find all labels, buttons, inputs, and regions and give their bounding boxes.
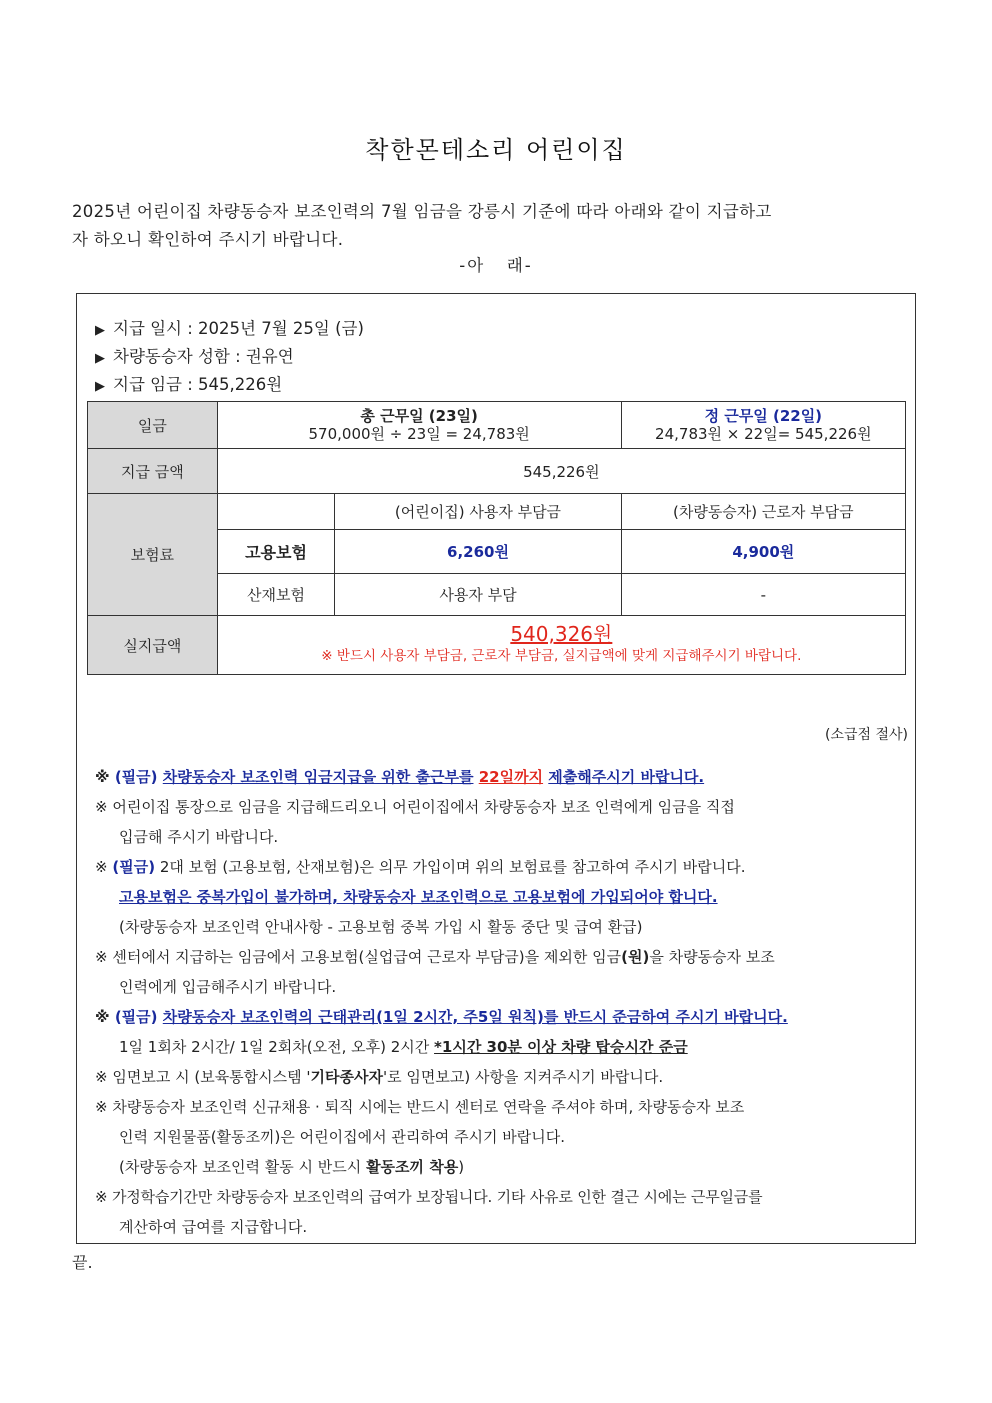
note-6: ※ 임면보고 시 (보육통합시스템 '기타종사자'로 임면보고) 사항을 지켜주시기 바랍니다.	[95, 1068, 664, 1086]
notes-list	[95, 762, 910, 1242]
regular-days-calc: 24,783원 × 22일= 545,226원	[655, 425, 872, 443]
net-label: 실지급액	[88, 616, 218, 675]
intro-paragraph	[72, 198, 912, 254]
summary-pay-date: ▶ 지급 일시 : 2025년 7월 25일 (금)	[95, 319, 364, 338]
note-1: ※ (필금) 차량동승자 보조인력 임금지급을 위한 출근부를 22일까지 제출해주시기 바랍니다.	[95, 768, 705, 786]
employment-ins-employee: 4,900원	[621, 530, 905, 574]
total-days-cell	[217, 402, 621, 449]
net-value: 540,326원	[510, 622, 613, 646]
net-note: ※ 반드시 사용자 부담금, 근로자 부담금, 실지급액에 맞게 지급해주시기 바랍니다.	[321, 648, 802, 664]
regular-days-title: 정 근무일 (22일)	[704, 407, 823, 425]
intro-heading: -아 래-	[459, 256, 533, 275]
note-4: ※ 센터에서 지급하는 임금에서 고용보험(실업급여 근로자 부담금)을 제외한 임금(원)을 차량동승자 보조	[95, 948, 775, 966]
summary-wage: ▶ 지급 임금 : 545,226원	[95, 375, 283, 394]
pay-amount-label: 지급 금액	[88, 449, 218, 494]
table-row	[88, 449, 906, 494]
note-2-cont: 입금해 주시기 바랍니다.	[119, 828, 279, 846]
employer-share-head: (어린이집) 사용자 부담금	[335, 494, 621, 530]
table-row	[88, 494, 906, 530]
industrial-ins-employer: 사용자 부담	[335, 574, 621, 616]
table-row	[88, 616, 906, 675]
intro-line-1: 2025년 어린이집 차량동승자 보조인력의 7월 임금을 강릉시 기준에 따라 아래와 같이 지급하고	[72, 202, 772, 221]
note-3-cont: (차량동승자 보조인력 안내사항 - 고용보험 중복 가입 시 활동 중단 및 급여 환급)	[119, 918, 643, 936]
industrial-ins-label: 산재보험	[217, 574, 335, 616]
insurance-label: 보험료	[88, 494, 218, 616]
note-7-vest: (차량동승자 보조인력 활동 시 반드시 활동조끼 착용)	[119, 1158, 465, 1176]
pay-amount-value: 545,226원	[217, 449, 905, 494]
note-5-cont: 1일 1회차 2시간/ 1일 2회차(오전, 오후) 2시간 *1시간 30분 이상 차량 탑승시간 준금	[119, 1038, 688, 1056]
note-7-cont: 인력 지원물품(활동조끼)은 어린이집에서 관리하여 주시기 바랍니다.	[119, 1128, 566, 1146]
net-cell	[217, 616, 905, 675]
table-row	[88, 402, 906, 449]
note-3-emphasis: 고용보험은 중복가입이 불가하며, 차량동승자 보조인력으로 고용보험에 가입되어야 합니다.	[119, 888, 718, 906]
arrow-icon: ▶	[95, 379, 105, 394]
rounding-note: (소급점 절사)	[825, 727, 908, 743]
summary-list	[95, 316, 364, 400]
note-5: ※ (필금) 차량동승자 보조인력의 근태관리(1일 2시간, 주5일 원칙)를 반드시 준금하여 주시기 바랍니다.	[95, 1008, 788, 1026]
summary-name: ▶ 차량동승자 성함 : 권유연	[95, 347, 294, 366]
pay-table	[87, 401, 906, 675]
arrow-icon: ▶	[95, 323, 105, 338]
employment-ins-employer: 6,260원	[335, 530, 621, 574]
note-3: ※ (필금) 2대 보험 (고용보험, 산재보험)은 의무 가입이며 위의 보험료를 참고하여 주시기 바랍니다.	[95, 858, 746, 876]
total-days-calc: 570,000원 ÷ 23일 = 24,783원	[308, 425, 530, 443]
note-2: ※ 어린이집 통장으로 임금을 지급해드리오니 어린이집에서 차량동승자 보조 인력에게 임금을 직접	[95, 798, 735, 816]
employment-ins-label: 고용보험	[217, 530, 335, 574]
end-mark: 끝.	[72, 1253, 93, 1272]
daily-label: 일금	[88, 402, 218, 449]
arrow-icon: ▶	[95, 351, 105, 366]
empty-cell	[217, 494, 335, 530]
employee-share-head: (차량동승자) 근로자 부담금	[621, 494, 905, 530]
note-8-cont: 계산하여 급여를 지급합니다.	[119, 1218, 308, 1236]
page-title: 착한몬테소리 어린이집	[365, 136, 627, 164]
note-8: ※ 가정학습기간만 차량동승자 보조인력의 급여가 보장됩니다. 기타 사유로 인한 결근 시에는 근무일금를	[95, 1188, 763, 1206]
total-days-title: 총 근무일 (23일)	[360, 407, 478, 425]
regular-days-cell	[621, 402, 905, 449]
note-7: ※ 차량동승자 보조인력 신규채용 · 퇴직 시에는 반드시 센터로 연락을 주셔야 하며, 차량동승자 보조	[95, 1098, 745, 1116]
intro-line-2: 자 하오니 확인하여 주시기 바랍니다.	[72, 230, 344, 249]
industrial-ins-employee: -	[621, 574, 905, 616]
note-4-cont: 인력에게 입금해주시기 바랍니다.	[119, 978, 337, 996]
